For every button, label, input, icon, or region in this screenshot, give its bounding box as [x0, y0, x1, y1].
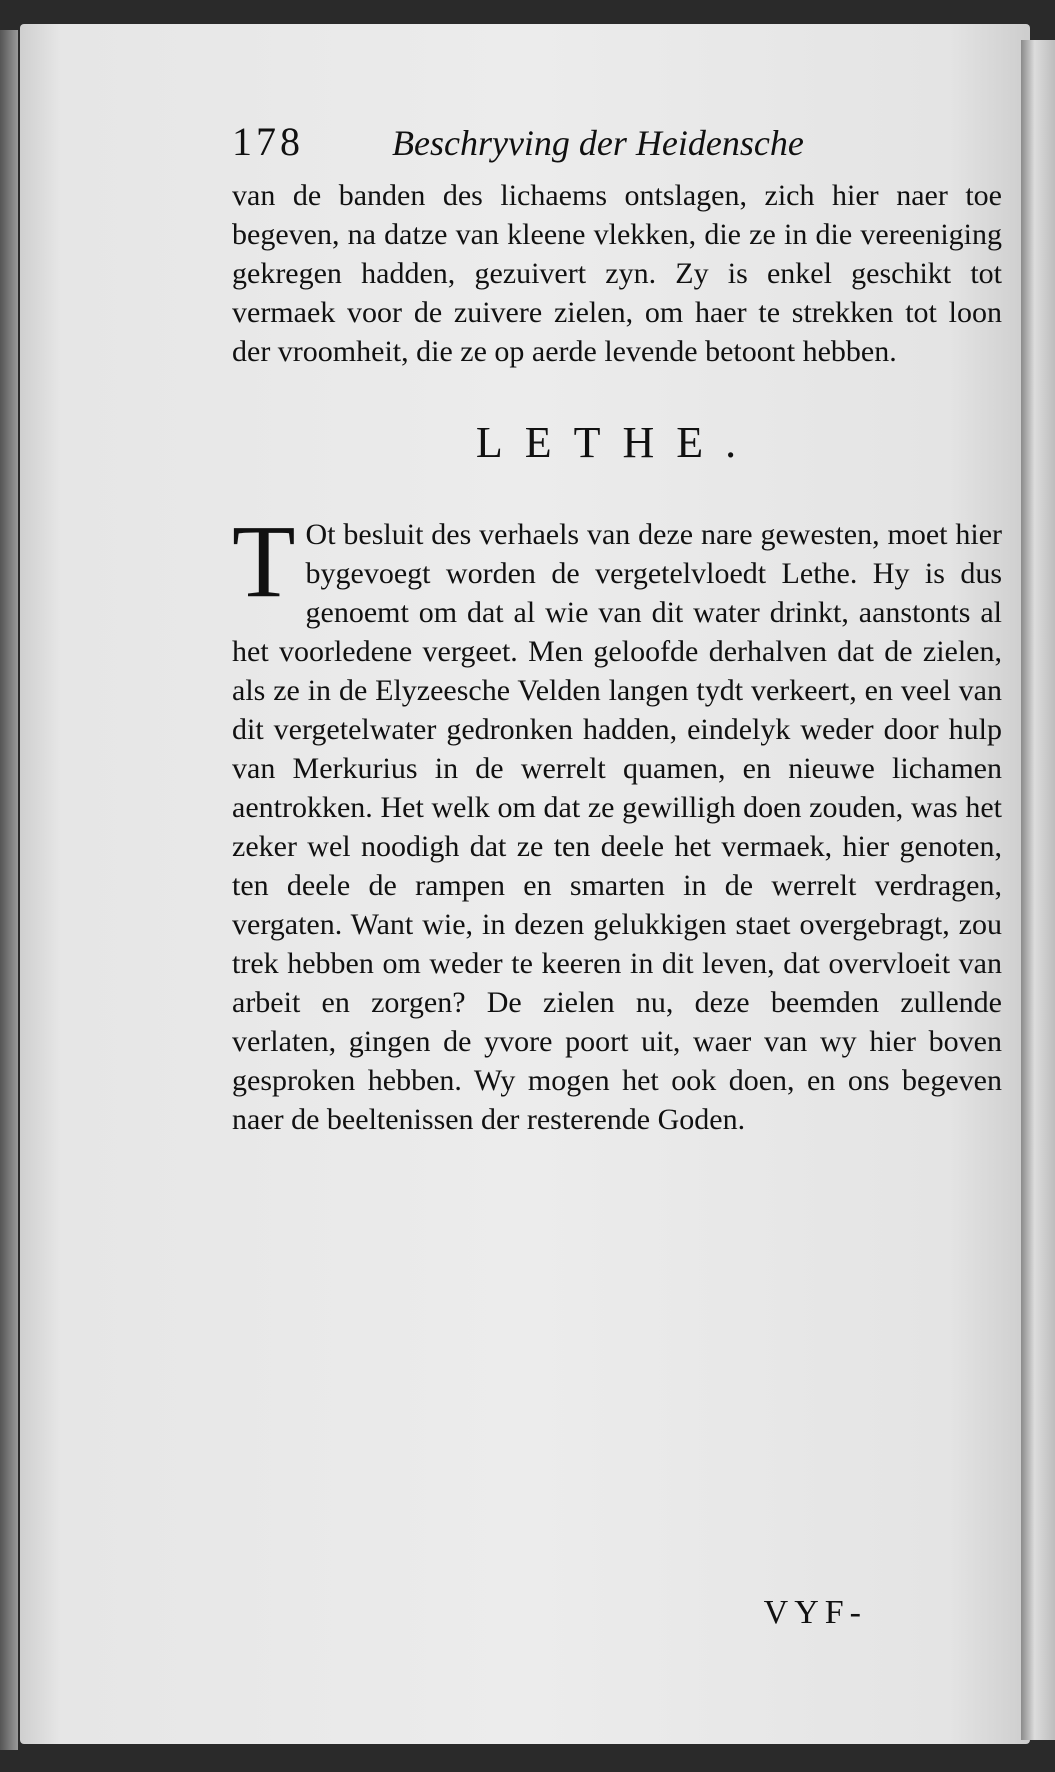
paragraph-lethe-text: Ot besluit des verhaels van deze nare gewesten, moet hier bygevoegt worden de vergetelvloedt Lethe. Hy is dus genoemt om dat al wie van dit water drinkt, aanstonts al het voorledene vergeet. Men geloofde derhalven dat de zielen, als ze in de Elyzeesche Velden langen tydt verkeert, en veel van dit vergetelwater gedronken hadden, eindelyk weder door hulp van Merkurius in de werrelt quamen, en nieuwe lichamen aentrokken. Het welk om dat ze gewilligh doen zouden, was het zeker wel noodigh dat ze ten deele het vermaek, hier genoten, ten deele de rampen en smarten in de werrelt verdragen, vergaten. Want wie, in dezen gelukkigen staet overgebragt, zou trek hebben om weder te keeren in dit leven, dat overvloeit van arbeit en zorgen? De zielen nu, deze beemden zullende verlaten, gingen de yvore poort uit, waer van wy hier boven gesproken hebben. Wy mogen het ook doen, en ons begeven naer de beeltenissen der resterende Goden.	[232, 518, 1002, 1136]
paragraph-lethe	[232, 504, 1002, 1139]
section-heading: LETHE.	[475, 418, 759, 467]
drop-cap: T	[232, 504, 296, 619]
running-title: Beschryving der Heidensche	[392, 123, 804, 163]
page-number: 178	[232, 119, 304, 164]
paragraph-continued: van de banden des lichaems ontslagen, zich hier naer toe begeven, na datze van kleene vlekken, die ze in die vereeniging gekregen hadden, gezuivert zyn. Zy is enkel geschikt tot vermaek voor de zuivere zielen, om haer te strekken tot loon der vroomheit, die ze op aerde levende betoont hebben.	[232, 179, 1002, 368]
running-head	[232, 118, 1002, 168]
facing-page-edge	[1021, 40, 1055, 1740]
page-content	[232, 118, 1002, 1139]
catchword: VYF-	[763, 1594, 867, 1631]
book-spine-edge	[0, 30, 18, 1750]
